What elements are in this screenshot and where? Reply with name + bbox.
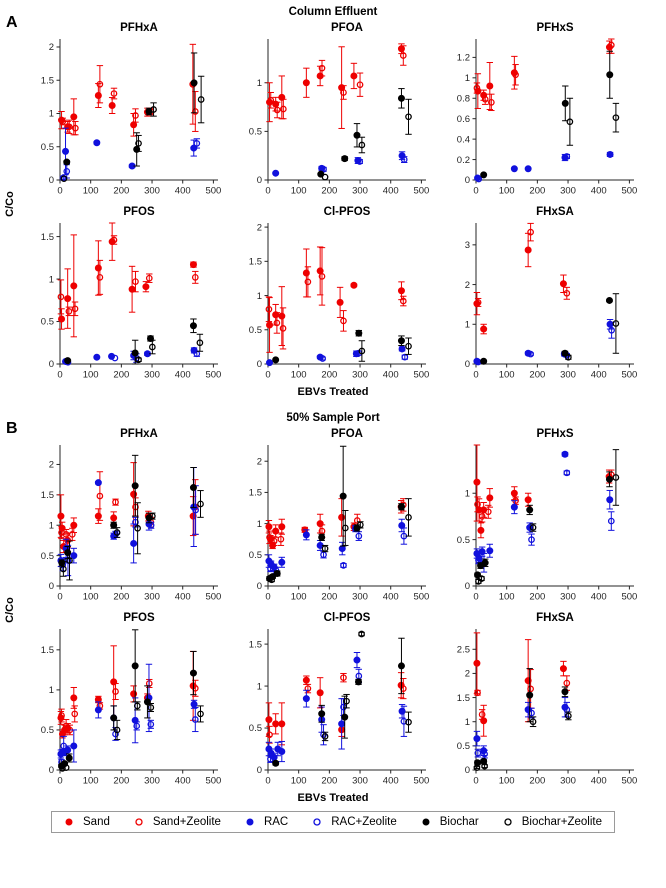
panel-b-title: 50% Sample Port [286,412,380,424]
x-tick-label: 100 [498,185,515,197]
y-tick-label: 2 [256,222,262,234]
x-tick-label: 0 [57,185,63,197]
x-tick-label: 0 [473,369,479,381]
y-tick-label: 1.5 [40,231,54,243]
subplot-title: PFOS [123,206,155,218]
series-rac-zeolite [58,708,198,765]
y-tick-label: 2 [256,456,262,468]
legend-entry-sand [64,816,110,828]
series-sand [475,41,613,109]
x-tick-label: 400 [174,591,191,603]
series-sand [58,646,197,738]
x-tick-label: 0 [473,775,479,787]
series-biochar [266,446,404,581]
legend-label: RAC+Zeolite [331,816,397,828]
x-tick-label: 400 [174,775,191,787]
x-tick-label: 100 [498,775,515,787]
y-tick-label: 1 [464,488,470,500]
series-sand-zeolite [474,670,570,720]
x-tick-label: 100 [290,369,307,381]
x-tick-label: 100 [290,591,307,603]
subplot-title: FHxSA [536,612,574,624]
series-biochar-zeolite [322,99,411,179]
subplot-title: Cl-PFOS [323,612,371,624]
series-sand-zeolite [268,46,407,119]
x-tick-label: 0 [265,775,271,787]
legend-entry-biochar-zeolite [503,816,602,828]
x-tick-label: 200 [321,185,338,197]
subplot-b-cl-pfos [228,610,436,794]
series-biochar [59,455,197,566]
series-sand [474,445,613,538]
y-tick-label: 2 [48,42,54,54]
series-sand [474,233,567,333]
series-rac [266,519,405,570]
x-tick-label: 300 [352,185,368,197]
series-sand-zeolite [58,472,198,541]
y-tick-label: 0 [464,581,470,593]
y-tick-label: 1 [48,108,54,120]
subplot-title: PFOA [331,22,363,34]
x-tick-label: 100 [290,775,307,787]
legend-label: RAC [263,816,289,828]
x-tick-label: 200 [321,775,338,787]
series-biochar [480,297,612,364]
series-rac [266,653,406,762]
series-biochar-zeolite [60,702,204,771]
x-tick-label: 0 [473,591,479,603]
panel-b-grid [20,426,644,794]
y-tick-label: 0.5 [248,723,262,735]
axes [476,223,634,364]
series-rac [58,467,197,566]
subplot-b-pfhxa [20,426,228,610]
y-tick-label: 0 [464,175,470,187]
panel-a [0,0,666,400]
y-tick-label: 1 [256,290,262,302]
y-tick-label: 1.2 [456,52,470,64]
y-tick-label: 2.5 [456,644,470,656]
x-tick-label: 400 [382,369,399,381]
y-tick-label: 1.5 [40,75,54,87]
series-biochar [272,638,404,766]
x-tick-label: 400 [174,369,191,381]
x-tick-label: 500 [205,185,222,197]
x-tick-label: 500 [621,369,638,381]
x-tick-label: 300 [144,775,160,787]
x-tick-label: 200 [113,185,130,197]
y-tick-label: 1 [464,319,470,331]
x-tick-label: 200 [113,591,130,603]
x-tick-label: 300 [560,369,576,381]
y-tick-label: 0.8 [456,93,470,105]
x-tick-label: 300 [352,591,368,603]
series-sand-zeolite [266,499,406,546]
panel-b [0,406,666,806]
y-tick-label: 2 [464,668,470,680]
y-tick-label: 0 [256,359,262,371]
y-tick-label: 0.5 [456,534,470,546]
panel-b-label: B [6,420,18,437]
legend-label: Biochar+Zeolite [521,816,602,828]
subplot-a-pfos [20,204,228,388]
series-biochar [273,330,405,363]
series-biochar-zeolite [475,450,619,584]
x-tick-label: 200 [529,591,546,603]
series-sand [266,247,404,352]
x-tick-label: 400 [382,591,399,603]
series-rac [63,347,198,364]
x-tick-label: 500 [413,591,430,603]
y-tick-label: 1.5 [248,639,262,651]
subplot-a-cl-pfos [228,204,436,388]
series-biochar [474,669,568,766]
panel-b-xlabel: EBVs Treated [297,792,369,804]
legend-entry-biochar [421,816,479,828]
x-tick-label: 400 [590,185,607,197]
x-tick-label: 500 [413,775,430,787]
series-rac [62,128,197,175]
series-biochar [481,51,613,178]
x-tick-label: 300 [560,775,576,787]
x-tick-label: 200 [113,369,130,381]
filled-circle-marker-icon [421,817,431,827]
x-tick-label: 500 [205,775,222,787]
x-tick-label: 500 [413,185,430,197]
series-sand [58,44,196,136]
x-tick-label: 400 [382,775,399,787]
series-rac [273,152,406,176]
series-biochar [64,53,198,166]
legend-label: Sand+Zeolite [152,816,221,828]
series-biochar-zeolite [268,499,411,583]
x-tick-label: 0 [57,369,63,381]
series-sand-zeolite [266,673,406,743]
panel-a-ylabel: C/Co [4,191,17,217]
y-tick-label: 0 [48,581,54,593]
series-sand [58,223,196,337]
y-tick-label: 1 [256,518,262,530]
series-rac-zeolite [475,702,570,758]
x-tick-label: 100 [82,369,99,381]
y-tick-label: 1 [48,520,54,532]
series-sand-zeolite [474,470,614,522]
open-circle-marker-icon [312,817,322,827]
series-sand [266,44,404,129]
x-tick-label: 500 [205,591,222,603]
legend-entry-rac-zeolite [312,816,397,828]
y-tick-label: 2 [464,279,470,291]
series-biochar [58,630,196,769]
x-tick-label: 300 [352,775,368,787]
subplot-title: PFHxA [120,428,158,440]
y-tick-label: 2 [48,459,54,471]
filled-circle-marker-icon [245,817,255,827]
y-tick-label: 1 [48,274,54,286]
y-tick-label: 0.6 [456,113,470,125]
series-rac [58,664,198,762]
legend-label: Biochar [439,816,479,828]
y-tick-label: 1 [256,77,262,89]
y-tick-label: 0 [464,765,470,777]
subplot-b-fhxsa [436,610,644,794]
subplot-a-pfhxs [436,20,644,204]
x-tick-label: 500 [621,185,638,197]
x-tick-label: 0 [265,185,271,197]
series-rac-zeolite [475,470,614,572]
x-tick-label: 0 [265,591,271,603]
subplot-b-pfhxs [436,426,644,610]
y-tick-label: 0.5 [40,550,54,562]
y-tick-label: 0 [256,175,262,187]
y-tick-label: 0 [48,765,54,777]
x-tick-label: 300 [560,185,576,197]
x-tick-label: 100 [82,591,99,603]
x-tick-label: 100 [290,185,307,197]
x-tick-label: 100 [82,775,99,787]
axes [476,629,634,770]
panel-a-title: Column Effluent [288,6,378,18]
y-tick-label: 1.5 [248,256,262,268]
x-tick-label: 400 [590,591,607,603]
series-rac [475,151,614,181]
legend-label: Sand [83,816,110,828]
x-tick-label: 100 [498,369,515,381]
y-tick-label: 1.5 [40,490,54,502]
x-tick-label: 400 [382,185,399,197]
y-tick-label: 1.5 [456,692,470,704]
legend [51,811,615,833]
y-tick-label: 0.4 [456,134,470,146]
series-sand-zeolite [266,248,407,349]
y-tick-label: 0 [256,581,262,593]
series-sand [58,463,197,553]
series-rac-zeolite [267,528,407,574]
y-tick-label: 1.5 [248,487,262,499]
x-tick-label: 0 [473,185,479,197]
open-circle-marker-icon [134,817,144,827]
x-tick-label: 500 [205,369,222,381]
panel-b-ylabel: C/Co [4,597,17,623]
y-tick-label: 0.5 [248,550,262,562]
axes [476,445,634,586]
y-tick-label: 0.5 [248,324,262,336]
panel-a-xlabel: EBVs Treated [297,386,369,398]
filled-circle-marker-icon [64,817,74,827]
subplot-title: PFOA [331,428,363,440]
series-rac [474,451,613,563]
x-tick-label: 400 [590,775,607,787]
series-sand-zeolite [58,236,199,316]
axes [60,629,218,770]
series-sand-zeolite [474,39,615,111]
subplot-title: PFHxS [536,428,574,440]
series-rac-zeolite [267,669,407,762]
series-rac-zeolite [320,157,407,172]
x-tick-label: 300 [352,369,368,381]
x-tick-label: 200 [529,185,546,197]
y-tick-label: 0.2 [456,154,470,166]
series-biochar [474,472,612,578]
series-rac-zeolite [475,322,615,364]
x-tick-label: 300 [144,369,160,381]
y-tick-label: 0.5 [40,725,54,737]
subplot-a-pfhxa [20,20,228,204]
y-tick-label: 0 [48,175,54,187]
y-tick-label: 1 [256,681,262,693]
y-tick-label: 0 [464,359,470,371]
series-sand-zeolite [60,66,199,135]
series-rac-zeolite [476,154,570,182]
legend-entry-sand-zeolite [134,816,221,828]
series-biochar-zeolite [60,491,204,580]
x-tick-label: 100 [498,591,515,603]
x-tick-label: 400 [590,369,607,381]
y-tick-label: 0.5 [456,741,470,753]
x-tick-label: 200 [529,369,546,381]
subplot-title: PFOS [123,612,155,624]
series-sand [266,673,405,745]
series-sand-zeolite [475,223,570,306]
series-biochar-zeolite [474,712,572,770]
x-tick-label: 100 [82,185,99,197]
x-tick-label: 500 [621,591,638,603]
subplot-b-pfos [20,610,228,794]
y-tick-label: 0.5 [248,126,262,138]
x-tick-label: 0 [57,591,63,603]
open-circle-marker-icon [503,817,513,827]
y-tick-label: 0.5 [40,316,54,328]
y-tick-label: 0 [48,359,54,371]
subplot-a-pfoa [228,20,436,204]
y-tick-label: 0 [256,765,262,777]
panel-a-grid [20,20,644,388]
series-rac [474,698,568,756]
x-tick-label: 400 [174,185,191,197]
y-tick-label: 1 [464,716,470,728]
series-rac-zeolite [60,486,199,576]
x-tick-label: 200 [529,775,546,787]
x-tick-label: 0 [57,775,63,787]
panel-a-label: A [6,14,18,31]
subplot-b-pfoa [228,426,436,610]
series-rac-zeolite [60,139,200,181]
x-tick-label: 200 [321,591,338,603]
x-tick-label: 500 [413,369,430,381]
series-sand [266,499,405,549]
subplot-title: PFHxA [120,22,158,34]
y-tick-label: 1 [464,73,470,85]
x-tick-label: 200 [113,775,130,787]
subplot-title: PFHxS [536,22,574,34]
y-tick-label: 1.5 [40,645,54,657]
subplot-title: Cl-PFOS [323,206,371,218]
legend-entry-rac [245,816,288,828]
x-tick-label: 0 [265,369,271,381]
subplot-a-fhxsa [436,204,644,388]
y-tick-label: 3 [464,240,470,252]
axes [60,223,218,364]
x-tick-label: 500 [621,775,638,787]
axes [476,39,634,180]
x-tick-label: 300 [560,591,576,603]
x-tick-label: 300 [144,185,160,197]
x-tick-label: 300 [144,591,160,603]
series-sand-zeolite [58,679,198,734]
y-tick-label: 0.5 [40,141,54,153]
series-rac [267,346,406,366]
axes [268,445,426,586]
subplot-title: FHxSA [536,206,574,218]
series-sand [474,633,567,736]
y-tick-label: 1 [48,685,54,697]
series-rac [474,320,614,365]
series-biochar-zeolite [567,98,619,145]
x-tick-label: 200 [321,369,338,381]
